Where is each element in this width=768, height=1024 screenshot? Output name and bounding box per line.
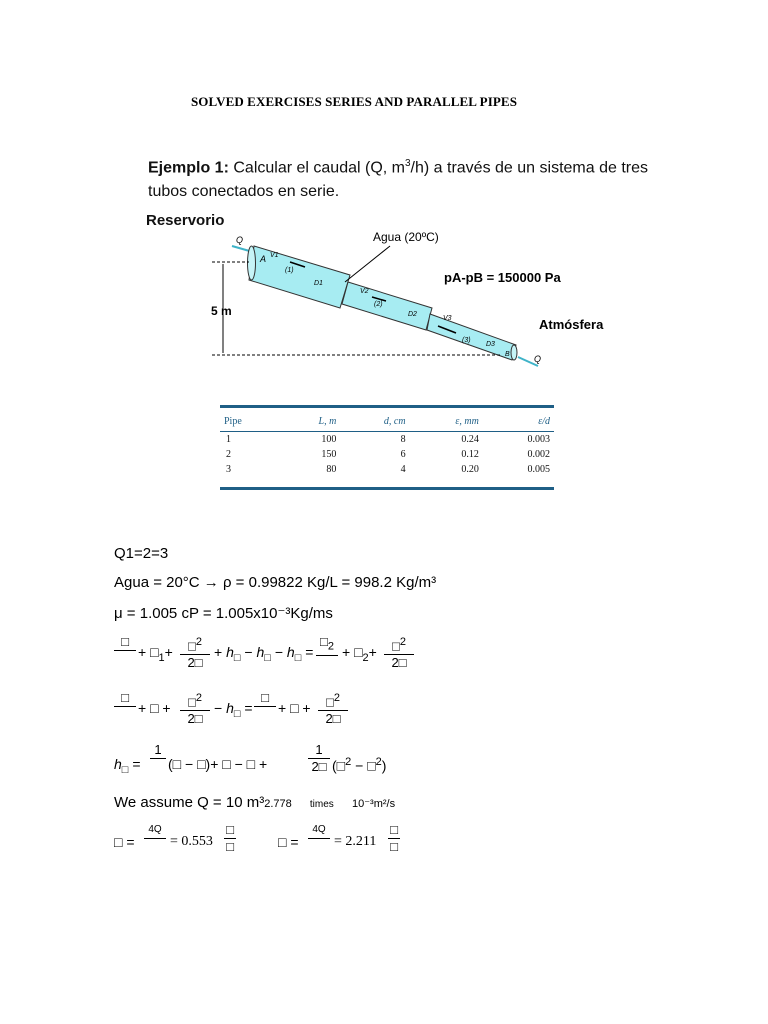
pipe-1-inlet bbox=[248, 246, 256, 280]
point-a-label: A bbox=[260, 254, 267, 264]
viscosity-line: μ = 1.005 cP = 1.005x10⁻³Kg/ms bbox=[114, 605, 333, 622]
bernoulli-equation-1: □ + $□_1+$ $\frac{□^2}{2□}$ + $h_□ - h_□ - h_□$ = $□_2$ + $□_2+$ $\frac{□^2}{2□}$ bbox=[114, 634, 434, 674]
water-properties-line: Agua = 20°C → ρ = 0.99822 Kg/L = 998.2 Kg/m³ bbox=[114, 574, 437, 591]
table-cell: 150 bbox=[321, 449, 337, 460]
assumption-text-a: We assume Q = 10 m³ bbox=[114, 794, 265, 811]
diameter-1-label: D1 bbox=[314, 280, 323, 287]
fluid-leader bbox=[345, 246, 390, 282]
table-cell: 8 bbox=[400, 434, 406, 445]
table-header: L, m bbox=[280, 408, 340, 432]
velocity-3-label: V3 bbox=[443, 315, 452, 322]
pipe-2-tag: (2) bbox=[374, 301, 383, 308]
velocity-equations: □ = 4Q = 0.553 □ □ □ = 4Q = 2.211 □ □ bbox=[114, 822, 414, 862]
pipe-1-tag: (1) bbox=[285, 267, 294, 274]
table-row bbox=[220, 447, 554, 462]
fluid-label: Agua (20ºC) bbox=[373, 230, 439, 244]
table-cell: 6 bbox=[400, 449, 406, 460]
table-cell: 100 bbox=[321, 434, 337, 445]
table-cell: 0.005 bbox=[527, 464, 550, 475]
reservoir-label: Reservorio bbox=[146, 212, 225, 229]
pipe-3-tag: (3) bbox=[462, 337, 471, 344]
pipe-3 bbox=[427, 314, 516, 360]
assumption-text-d: 10⁻³m²/s bbox=[351, 798, 396, 810]
table-cell: 0.20 bbox=[461, 464, 479, 475]
example-text-line2: tubos conectados en serie. bbox=[148, 183, 340, 201]
velocity-2-label: V2 bbox=[360, 288, 369, 295]
velocity-2-value: = 2.211 bbox=[334, 834, 377, 849]
assumption-line bbox=[114, 794, 395, 811]
table-header: ε/d bbox=[483, 408, 554, 432]
outflow-q-label: Q bbox=[534, 354, 542, 364]
atmosphere-label: Atmósfera bbox=[539, 317, 604, 332]
example-sup: 3 bbox=[404, 158, 411, 169]
velocity-1-label: V1 bbox=[270, 252, 279, 259]
table-cell: 3 bbox=[226, 464, 231, 475]
table-cell: 0.12 bbox=[461, 449, 479, 460]
table-header: d, cm bbox=[340, 408, 409, 432]
inflow-q-label: Q bbox=[236, 235, 244, 245]
example-text-b: /h) a través de un sistema de tres bbox=[410, 159, 648, 177]
table-row bbox=[220, 432, 554, 448]
assumption-text-c: times bbox=[309, 799, 334, 810]
example-label: Ejemplo 1: bbox=[148, 159, 229, 177]
assumption-text-b: 2.778 bbox=[264, 798, 292, 810]
velocity-1-value: = 0.553 bbox=[170, 834, 213, 849]
table-cell: 4 bbox=[400, 464, 406, 475]
pressure-label: pA-pB = 150000 Pa bbox=[444, 270, 561, 285]
table-header: Pipe bbox=[220, 408, 280, 432]
pipe-table bbox=[220, 405, 554, 490]
head-loss-equation: $h_□$ = 1 (□ − □)+ □ − □ + $\frac{1}{2□}$ (□$^2$ − □$^2$) bbox=[114, 742, 387, 776]
point-b-label: B bbox=[505, 351, 510, 358]
pipe-2 bbox=[342, 282, 432, 330]
q-equality-line: Q1=2=3 bbox=[114, 545, 169, 562]
document-title: SOLVED EXERCISES SERIES AND PARALLEL PIPES bbox=[190, 94, 518, 109]
table-row bbox=[220, 462, 554, 487]
table-header: ε, mm bbox=[410, 408, 483, 432]
bernoulli-equation-2: □ + □ + $\frac{□^2}{2□}$ − $h_□$ = □ + □ + $\frac{□^2}{2□}$ bbox=[114, 690, 414, 730]
velocity-2-numerator: 4Q bbox=[308, 822, 330, 839]
pipe-3-outlet bbox=[511, 345, 517, 360]
table-cell: 0.003 bbox=[527, 434, 550, 445]
pipe-diagram bbox=[0, 0, 768, 400]
example-text-a: Calcular el caudal (Q, m bbox=[233, 159, 405, 177]
diameter-2-label: D2 bbox=[408, 311, 417, 318]
diameter-3-label: D3 bbox=[486, 341, 495, 348]
table-cell: 2 bbox=[226, 449, 231, 460]
table-cell: 1 bbox=[226, 434, 231, 445]
table-cell: 0.002 bbox=[527, 449, 550, 460]
table-cell: 0.24 bbox=[461, 434, 479, 445]
height-label: 5 m bbox=[211, 304, 232, 318]
velocity-1-numerator: 4Q bbox=[144, 822, 166, 839]
table-cell: 80 bbox=[326, 464, 337, 475]
